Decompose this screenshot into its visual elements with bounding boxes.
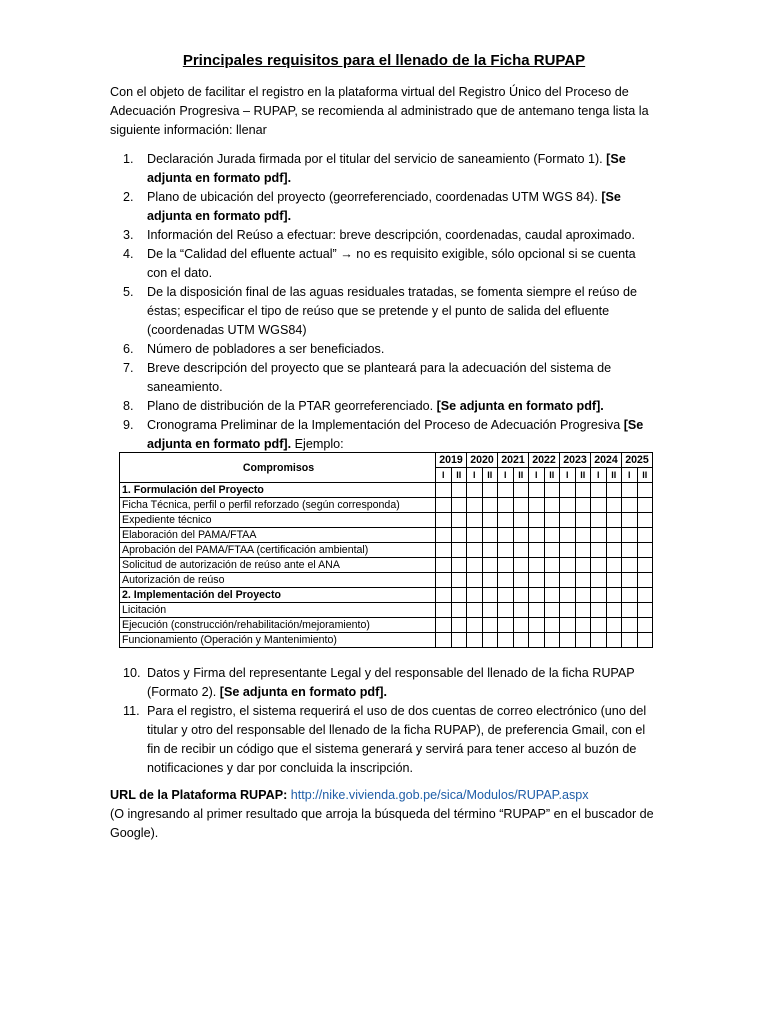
schedule-cell: [637, 498, 653, 513]
list-number: 2.: [123, 190, 134, 204]
schedule-cell: [529, 543, 545, 558]
schedule-cell: [544, 498, 560, 513]
schedule-cell: [544, 513, 560, 528]
schedule-cell: [498, 633, 514, 648]
schedule-cell: [436, 633, 452, 648]
schedule-cell: [560, 558, 576, 573]
schedule-cell: [591, 528, 607, 543]
schedule-cell: [513, 528, 529, 543]
schedule-cell: [436, 573, 452, 588]
table-row: [120, 603, 653, 618]
list-number: 4.: [123, 247, 134, 261]
schedule-cell: [436, 498, 452, 513]
schedule-cell: [467, 513, 483, 528]
table-row: [120, 483, 653, 498]
schedule-cell: [591, 543, 607, 558]
schedule-cell: [560, 513, 576, 528]
schedule-cell: [436, 543, 452, 558]
list-item: [110, 397, 656, 416]
semester-header: I: [467, 468, 483, 483]
year-header: 2020: [467, 453, 498, 468]
schedule-cell: [591, 498, 607, 513]
schedule-cell: [544, 573, 560, 588]
schedule-cell: [513, 588, 529, 603]
list-text: Datos y Firma del representante Legal y del responsable del llenado de la ficha RUPAP (Formato 2).: [147, 666, 635, 699]
year-header: 2025: [622, 453, 653, 468]
list-number: 3.: [123, 228, 134, 242]
schedule-cell: [575, 498, 591, 513]
row-label: Expediente técnico: [120, 513, 436, 528]
schedule-cell: [482, 513, 498, 528]
list-item: [110, 664, 656, 702]
row-label: Solicitud de autorización de reúso ante el ANA: [120, 558, 436, 573]
column-header-compromisos: Compromisos: [120, 453, 436, 483]
row-label: Ficha Técnica, perfil o perfil reforzado (según corresponda): [120, 498, 436, 513]
list-item: [110, 226, 656, 245]
table-row: [120, 528, 653, 543]
schedule-cell: [637, 633, 653, 648]
schedule-cell: [436, 483, 452, 498]
schedule-cell: [637, 483, 653, 498]
schedule-cell: [451, 618, 467, 633]
list-item: [110, 150, 656, 188]
list-number: 6.: [123, 342, 134, 356]
table-row: [120, 543, 653, 558]
schedule-cell: [591, 483, 607, 498]
semester-header: II: [637, 468, 653, 483]
schedule-cell: [606, 498, 622, 513]
schedule-cell: [451, 558, 467, 573]
schedule-cell: [451, 588, 467, 603]
semester-header: I: [560, 468, 576, 483]
list-text: Breve descripción del proyecto que se planteará para la adecuación del sistema de saneamiento.: [147, 361, 612, 394]
list-item: [110, 245, 656, 283]
table-row: [120, 588, 653, 603]
list-text: Número de pobladores a ser beneficiados.: [147, 342, 385, 356]
schedule-cell: [591, 633, 607, 648]
schedule-cell: [467, 573, 483, 588]
schedule-cell: [591, 588, 607, 603]
schedule-cell: [482, 543, 498, 558]
schedule-cell: [467, 528, 483, 543]
schedule-cell: [560, 573, 576, 588]
schedule-cell: [544, 528, 560, 543]
schedule-cell: [544, 633, 560, 648]
schedule-cell: [451, 528, 467, 543]
schedule-cell: [591, 573, 607, 588]
semester-header: II: [575, 468, 591, 483]
schedule-cell: [560, 633, 576, 648]
schedule-cell: [606, 543, 622, 558]
schedule-cell: [482, 588, 498, 603]
rupap-url-link[interactable]: http://nike.vivienda.gob.pe/sica/Modulos/RUPAP.aspx: [290, 788, 589, 802]
schedule-cell: [467, 558, 483, 573]
schedule-cell: [622, 618, 638, 633]
table-row: [120, 573, 653, 588]
semester-header: II: [606, 468, 622, 483]
semester-header: I: [498, 468, 514, 483]
schedule-cell: [637, 513, 653, 528]
schedule-cell: [622, 603, 638, 618]
schedule-cell: [637, 543, 653, 558]
schedule-cell: [606, 633, 622, 648]
schedule-cell: [622, 573, 638, 588]
schedule-cell: [467, 483, 483, 498]
schedule-cell: [451, 483, 467, 498]
year-header: 2023: [560, 453, 591, 468]
page-title: Principales requisitos para el llenado de la Ficha RUPAP: [182, 52, 586, 69]
schedule-cell: [560, 588, 576, 603]
schedule-cell: [637, 618, 653, 633]
schedule-cell: [451, 573, 467, 588]
url-note: (O ingresando al primer resultado que arroja la búsqueda del término “RUPAP” en el buscador de Google).: [110, 807, 654, 840]
list-text: De la “Calidad del efluente actual” → no es requisito exigible, sólo opcional si se cuenta con el dato.: [147, 247, 636, 280]
requirements-list-continued: [110, 664, 656, 778]
row-label: Aprobación del PAMA/FTAA (certificación ambiental): [120, 543, 436, 558]
semester-header: II: [451, 468, 467, 483]
schedule-cell: [529, 528, 545, 543]
table-row: [120, 558, 653, 573]
table-row: [120, 633, 653, 648]
schedule-cell: [560, 618, 576, 633]
schedule-cell: [575, 558, 591, 573]
list-item: [110, 283, 656, 340]
year-header: 2021: [498, 453, 529, 468]
schedule-cell: [575, 573, 591, 588]
schedule-cell: [451, 633, 467, 648]
schedule-cell: [498, 543, 514, 558]
list-item: [110, 188, 656, 226]
schedule-cell: [467, 603, 483, 618]
intro-paragraph: Con el objeto de facilitar el registro en la plataforma virtual del Registro Único del Proceso de Adecuación Progresiva – RUPAP, se recomienda al administrado que de antemano tenga lista la siguiente información: llenar: [110, 85, 649, 137]
schedule-cell: [436, 513, 452, 528]
schedule-cell: [575, 528, 591, 543]
schedule-cell: [529, 573, 545, 588]
schedule-cell: [622, 633, 638, 648]
schedule-cell: [529, 483, 545, 498]
schedule-cell: [498, 588, 514, 603]
year-header: 2022: [529, 453, 560, 468]
schedule-cell: [544, 588, 560, 603]
schedule-cell: [436, 558, 452, 573]
semester-header: I: [622, 468, 638, 483]
semester-header: I: [591, 468, 607, 483]
year-header: 2019: [436, 453, 467, 468]
section-label: 2. Implementación del Proyecto: [120, 588, 436, 603]
schedule-cell: [451, 603, 467, 618]
schedule-cell: [575, 603, 591, 618]
schedule-cell: [544, 543, 560, 558]
schedule-cell: [575, 513, 591, 528]
row-label: Autorización de reúso: [120, 573, 436, 588]
semester-header: I: [436, 468, 452, 483]
section-label: 1. Formulación del Proyecto: [120, 483, 436, 498]
schedule-cell: [436, 603, 452, 618]
schedule-cell: [498, 498, 514, 513]
list-text: Información del Reúso a efectuar: breve descripción, coordenadas, caudal aproximado.: [147, 228, 635, 242]
list-number: 11.: [123, 704, 140, 718]
schedule-cell: [436, 588, 452, 603]
semester-header: II: [513, 468, 529, 483]
schedule-cell: [622, 513, 638, 528]
list-item: [110, 702, 656, 778]
schedule-cell: [544, 603, 560, 618]
schedule-cell: [575, 618, 591, 633]
schedule-cell: [560, 483, 576, 498]
schedule-cell: [560, 498, 576, 513]
list-text: Declaración Jurada firmada por el titular del servicio de saneamiento (Formato 1).: [147, 152, 603, 166]
schedule-cell: [591, 603, 607, 618]
semester-header: I: [529, 468, 545, 483]
schedule-cell: [513, 633, 529, 648]
table-row: [120, 498, 653, 513]
url-label: URL de la Plataforma RUPAP:: [110, 788, 291, 802]
schedule-cell: [637, 558, 653, 573]
schedule-cell: [482, 573, 498, 588]
schedule-cell: [498, 528, 514, 543]
schedule-cell: [529, 618, 545, 633]
schedule-cell: [591, 558, 607, 573]
table-row: [120, 513, 653, 528]
schedule-cell: [622, 528, 638, 543]
list-text: Para el registro, el sistema requerirá el uso de dos cuentas de correo electrónico (uno del titular y otro del responsable del llenado de la ficha RUPAP), de preferencia Gmail, con el fin de recibir un código que el sistema generará y servirá para tener acceso al buzón de notificaciones y dar por concluida la inscripción.: [147, 704, 647, 775]
schedule-cell: [436, 618, 452, 633]
schedule-cell: [513, 573, 529, 588]
schedule-cell: [482, 558, 498, 573]
schedule-cell: [637, 588, 653, 603]
schedule-cell: [467, 498, 483, 513]
schedule-cell: [560, 528, 576, 543]
schedule-cell: [622, 588, 638, 603]
schedule-cell: [560, 603, 576, 618]
schedule-cell: [544, 618, 560, 633]
schedule-cell: [622, 543, 638, 558]
list-bold-note: [Se adjunta en formato pdf].: [147, 190, 621, 223]
schedule-cell: [513, 513, 529, 528]
schedule-cell: [498, 513, 514, 528]
row-label: Elaboración del PAMA/FTAA: [120, 528, 436, 543]
list-number: 9.: [123, 418, 134, 432]
list-bold-note: [Se adjunta en formato pdf].: [147, 152, 626, 185]
schedule-cell: [513, 483, 529, 498]
schedule-cell: [606, 558, 622, 573]
schedule-cell: [467, 633, 483, 648]
schedule-cell: [622, 558, 638, 573]
schedule-cell: [591, 618, 607, 633]
schedule-cell: [436, 528, 452, 543]
schedule-cell: [513, 603, 529, 618]
schedule-cell: [544, 558, 560, 573]
schedule-cell: [591, 513, 607, 528]
schedule-cell: [467, 543, 483, 558]
schedule-cell: [529, 498, 545, 513]
schedule-cell: [606, 588, 622, 603]
schedule-cell: [575, 588, 591, 603]
semester-header: II: [544, 468, 560, 483]
row-label: Funcionamiento (Operación y Mantenimiento): [120, 633, 436, 648]
url-block: [110, 786, 666, 843]
schedule-cell: [482, 618, 498, 633]
schedule-cell: [575, 633, 591, 648]
schedule-cell: [575, 543, 591, 558]
list-bold-note: [Se adjunta en formato pdf].: [147, 418, 644, 451]
schedule-cell: [513, 543, 529, 558]
schedule-cell: [560, 543, 576, 558]
schedule-cell: [498, 558, 514, 573]
schedule-cell: [482, 483, 498, 498]
list-number: 8.: [123, 399, 134, 413]
schedule-cell: [637, 573, 653, 588]
schedule-cell: [513, 498, 529, 513]
schedule-cell: [482, 498, 498, 513]
schedule-cell: [606, 528, 622, 543]
list-number: 5.: [123, 285, 134, 299]
list-text: Plano de distribución de la PTAR georreferenciado.: [147, 399, 434, 413]
schedule-cell: [529, 603, 545, 618]
schedule-cell: [451, 513, 467, 528]
schedule-cell: [622, 483, 638, 498]
schedule-cell: [606, 618, 622, 633]
list-text: Plano de ubicación del proyecto (georreferenciado, coordenadas UTM WGS 84).: [147, 190, 598, 204]
schedule-cell: [529, 513, 545, 528]
schedule-cell: [513, 618, 529, 633]
list-text: De la disposición final de las aguas residuales tratadas, se fomenta siempre el reúso de éstas; especificar el tipo de reúso que se pretende y el punto de salida del efluente (coordenadas UTM WGS84): [147, 285, 638, 337]
list-item: [110, 359, 656, 397]
list-item: [110, 416, 656, 454]
list-bold-note: [Se adjunta en formato pdf].: [216, 685, 387, 699]
schedule-cell: [467, 588, 483, 603]
semester-header: II: [482, 468, 498, 483]
schedule-cell: [606, 603, 622, 618]
schedule-table: [119, 452, 653, 648]
schedule-cell: [637, 603, 653, 618]
list-tail: Ejemplo:: [291, 437, 344, 451]
schedule-cell: [529, 558, 545, 573]
schedule-cell: [482, 603, 498, 618]
schedule-cell: [606, 573, 622, 588]
table-row: [120, 618, 653, 633]
schedule-cell: [467, 618, 483, 633]
schedule-cell: [513, 558, 529, 573]
list-number: 10.: [123, 666, 141, 680]
schedule-cell: [498, 618, 514, 633]
schedule-cell: [451, 543, 467, 558]
schedule-cell: [622, 498, 638, 513]
year-header: 2024: [591, 453, 622, 468]
schedule-cell: [544, 483, 560, 498]
schedule-cell: [529, 633, 545, 648]
schedule-cell: [606, 483, 622, 498]
schedule-cell: [482, 633, 498, 648]
row-label: Ejecución (construcción/rehabilitación/mejoramiento): [120, 618, 436, 633]
list-text: Cronograma Preliminar de la Implementación del Proceso de Adecuación Progresiva: [147, 418, 621, 432]
list-bold-note: [Se adjunta en formato pdf].: [433, 399, 604, 413]
requirements-list: [110, 150, 656, 454]
list-item: [110, 340, 656, 359]
schedule-cell: [498, 603, 514, 618]
schedule-cell: [498, 483, 514, 498]
schedule-cell: [498, 573, 514, 588]
list-number: 1.: [123, 152, 134, 166]
schedule-cell: [575, 483, 591, 498]
schedule-cell: [637, 528, 653, 543]
schedule-cell: [482, 528, 498, 543]
schedule-cell: [451, 498, 467, 513]
schedule-cell: [529, 588, 545, 603]
list-number: 7.: [123, 361, 134, 375]
row-label: Licitación: [120, 603, 436, 618]
schedule-cell: [606, 513, 622, 528]
